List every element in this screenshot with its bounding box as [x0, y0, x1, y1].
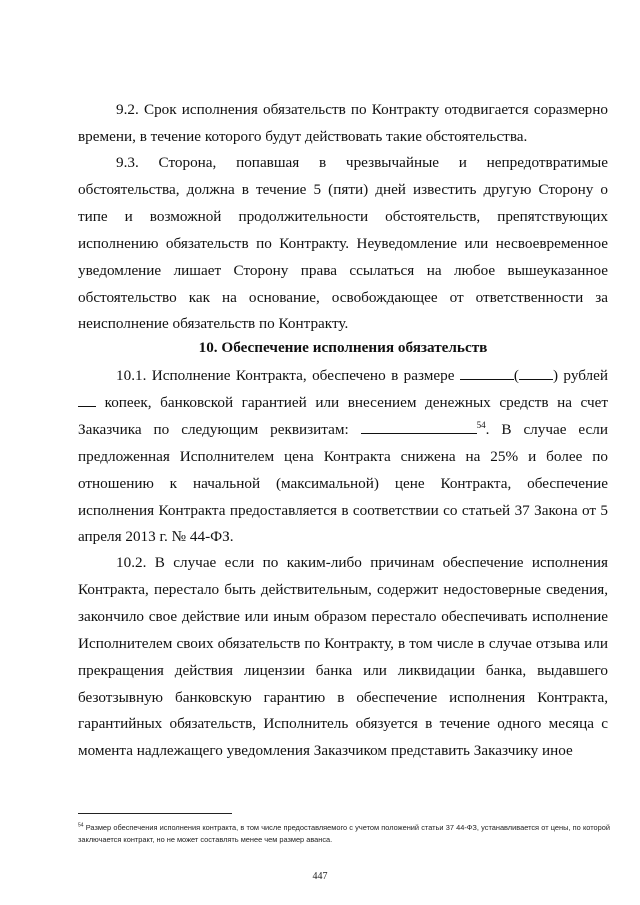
footnote — [78, 822, 610, 845]
amount-words-blank — [519, 365, 553, 380]
section-10-heading: 10. Обеспечение исполнения обязательств — [198, 339, 488, 356]
page-number: 447 — [312, 871, 328, 882]
paragraph-10-2: 10.2. В случае если по каким-либо причинам обеспечение исполнения Контракта, перестало быть действительным, содержит недостоверные сведения, закончило свое действие или иным образом перестало обеспечивать исполнение Исполнителем своих обязательств по Контракту, в том числе в случае отзыва или прекращения действия лицензии банка или ликвидации банка, выдавшего безотзывную банковскую гарантию в обеспечение исполнения Контракта, гарантийных обязательств, Исполнитель обязуется в течение одного месяца с момента надлежащего уведомления Заказчиком представить Заказчику иное — [78, 554, 608, 760]
p10-1-text-a: 10.1. Исполнение Контракта, обеспечено в размере — [116, 367, 460, 384]
footnote-text: Размер обеспечения исполнения контракта, в том числе предоставляемого с учетом положений статьи 37 44-ФЗ, устанавливается от цены, по которой заключается контракт, но не может составлять менее чем размер аванса. — [78, 823, 610, 844]
footnote-reference: 54 — [476, 419, 486, 430]
kopecks-blank — [78, 392, 96, 407]
paragraph-10-1 — [78, 363, 608, 551]
paragraph-9-3: 9.3. Сторона, попавшая в чрезвычайные и непредотвратимые обстоятельства, должна в течение 5 (пяти) дней известить другую Сторону о типе и возможной продолжительности обстоятельств, препятствующих исполнению обязательств по Контракту. Неуведомление или несвоевременное уведомление лишает Сторону права ссылаться на любое вышеуказанное обстоятельство как на основание, освобождающее от ответственности за неисполнение обязательств по Контракту. — [78, 154, 608, 333]
p10-1-text-d: копеек, банковской гарантией или внесением денежных средств на счет Заказчика по следующим реквизитам: — [78, 393, 608, 438]
footnote-number: 54 — [78, 822, 84, 829]
footnote-separator — [78, 813, 232, 814]
requisites-blank — [361, 419, 477, 434]
p10-1-text-b: ( — [513, 367, 519, 384]
amount-digits-blank — [460, 365, 514, 380]
p10-1-text-c: ) рублей — [552, 367, 609, 384]
p10-1-text-e: . В случае если предложенная Исполнителем цена Контракта снижена на 25% и более по отношению к начальной (максимальной) цене Контракта, обеспечение исполнения Контракта предоставляется в соответствии со статьей 37 Закона от 5 апреля 2013 г. № 44-ФЗ. — [78, 420, 608, 546]
paragraph-9-2: 9.2. Срок исполнения обязательств по Контракту отодвигается соразмерно времени, в течение которого будут действовать такие обстоятельства. — [78, 101, 608, 145]
